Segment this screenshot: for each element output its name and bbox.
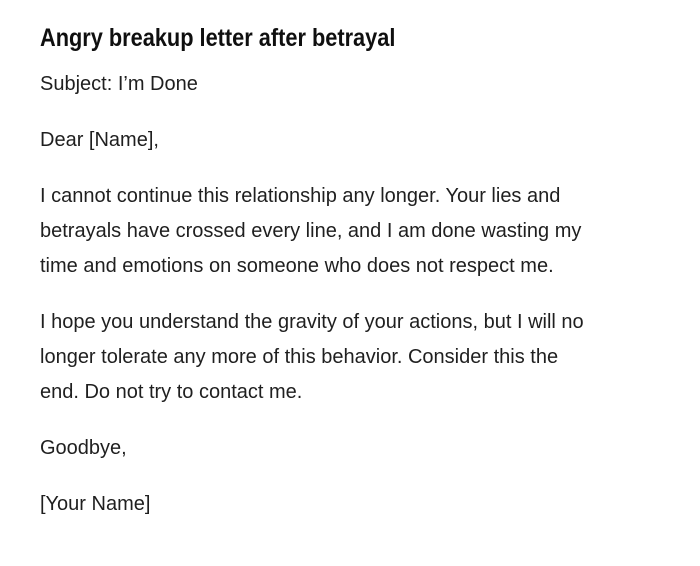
subject-line: Subject: I’m Done bbox=[40, 73, 198, 95]
salutation: Dear [Name], bbox=[40, 129, 159, 151]
closing: Goodbye, bbox=[40, 437, 127, 459]
body-paragraph bbox=[40, 179, 660, 284]
page-title-text: Angry breakup letter after betrayal bbox=[40, 24, 396, 52]
paragraph-line: I hope you understand the gravity of your actions, but I will no bbox=[40, 311, 584, 333]
paragraph-line: longer tolerate any more of this behavior. Consider this the bbox=[40, 346, 559, 368]
paragraph-line: end. Do not try to contact me. bbox=[40, 381, 303, 403]
paragraph-line: I cannot continue this relationship any longer. Your lies and bbox=[40, 185, 561, 207]
paragraph-line: time and emotions on someone who does not respect me. bbox=[40, 255, 554, 277]
body-paragraph bbox=[40, 305, 660, 410]
paragraph-line: betrayals have crossed every line, and I am done wasting my bbox=[40, 220, 582, 242]
page-title bbox=[40, 24, 660, 53]
signature: [Your Name] bbox=[40, 493, 151, 515]
